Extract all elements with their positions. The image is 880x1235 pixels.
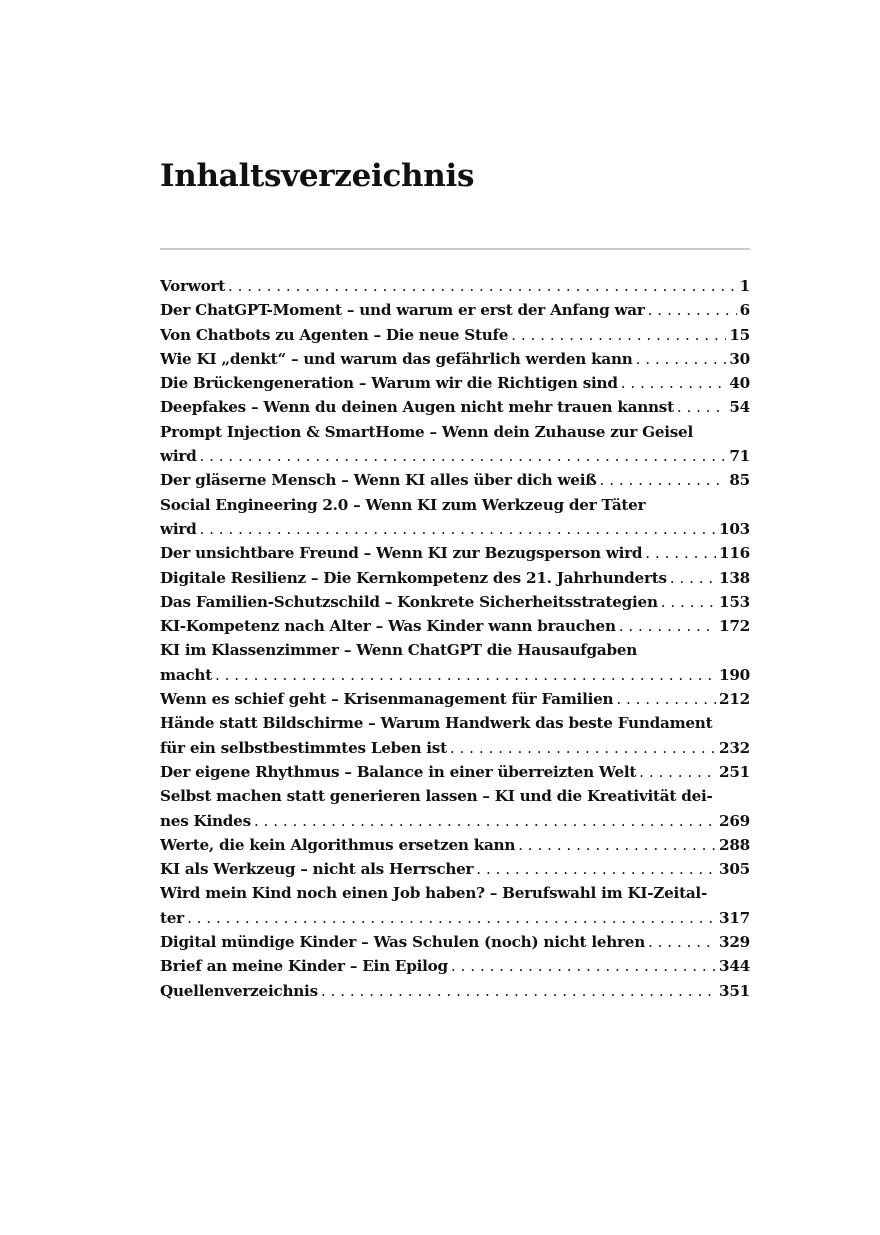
dot-leader [648, 930, 716, 954]
toc-entry-title: Wird mein Kind noch einen Job haben? – Berufswahl im KI-Zeital- [160, 884, 708, 903]
toc-entry-title: Digitale Resilienz – Die Kernkompetenz des 21. Jahrhunderts [160, 568, 667, 587]
toc-entry[interactable] [160, 857, 750, 881]
dot-leader [254, 809, 716, 833]
toc-entry[interactable] [160, 760, 750, 784]
toc-page-number: 344 [719, 957, 750, 976]
dot-leader [600, 468, 727, 492]
toc-page-number: 269 [719, 811, 750, 830]
toc-entry[interactable] [160, 420, 750, 469]
toc-entry-line-wrapped [160, 420, 750, 444]
toc-entry-line [160, 371, 750, 395]
toc-entry-line [160, 954, 750, 978]
dot-leader [511, 323, 726, 347]
toc-entry-line [160, 541, 750, 565]
toc-entry-title: macht [160, 665, 212, 684]
toc-page-number: 103 [719, 519, 750, 538]
toc-entry-line [160, 274, 750, 298]
toc-page-number: 85 [729, 471, 750, 490]
dot-leader [616, 687, 716, 711]
dot-leader [199, 444, 726, 468]
toc-page-number: 6 [739, 301, 750, 320]
dot-leader [621, 371, 727, 395]
dot-leader [619, 614, 716, 638]
toc-entry-line-wrapped [160, 711, 750, 735]
dot-leader [187, 906, 716, 930]
toc-page-number: 212 [719, 690, 750, 709]
toc-entry-title: Hände statt Bildschirme – Warum Handwerk das beste Fundament [160, 714, 713, 733]
toc-entry-title: KI im Klassenzimmer – Wenn ChatGPT die Hausaufgaben [160, 641, 638, 660]
toc-page-number: 190 [719, 665, 750, 684]
toc-entry[interactable] [160, 298, 750, 322]
toc-page-number: 288 [719, 835, 750, 854]
toc-entry-title: wird [160, 447, 197, 466]
toc-entry-title: KI als Werkzeug – nicht als Herrscher [160, 860, 474, 879]
toc-entry-title: Von Chatbots zu Agenten – Die neue Stufe [160, 325, 509, 344]
toc-entry-title: Prompt Injection & SmartHome – Wenn dein Zuhause zur Geisel [160, 422, 693, 441]
toc-page-number: 305 [719, 860, 750, 879]
toc-entry-title: Quellenverzeichnis [160, 981, 318, 1000]
toc-entry-title: Der ChatGPT-Moment – und warum er erst der Anfang war [160, 301, 645, 320]
dot-leader [670, 566, 716, 590]
toc-page-number: 251 [719, 762, 750, 781]
toc-page-number: 317 [719, 908, 750, 927]
toc-entry-line [160, 444, 750, 468]
toc-entry[interactable] [160, 590, 750, 614]
toc-entry-line [160, 809, 750, 833]
toc-entry[interactable] [160, 493, 750, 542]
toc-entry-line [160, 468, 750, 492]
dot-leader [661, 590, 716, 614]
toc-entry[interactable] [160, 881, 750, 930]
toc-page-number: 30 [729, 349, 750, 368]
toc-entry[interactable] [160, 979, 750, 1003]
toc-entry[interactable] [160, 371, 750, 395]
title-divider [160, 248, 750, 250]
toc-entry-line [160, 347, 750, 371]
dot-leader [476, 857, 716, 881]
toc-entry-title: Selbst machen statt generieren lassen – KI und die Kreativität dei- [160, 787, 713, 806]
toc-entry-title: Digital mündige Kinder – Was Schulen (noch) nicht lehren [160, 933, 645, 952]
toc-entry[interactable] [160, 347, 750, 371]
toc-entry-line [160, 906, 750, 930]
toc-entry-title: Der unsichtbare Freund – Wenn KI zur Bezugsperson wird [160, 544, 643, 563]
toc-entry-title: ter [160, 908, 184, 927]
toc-entry[interactable] [160, 468, 750, 492]
dot-leader [648, 298, 737, 322]
page-title: Inhaltsverzeichnis [160, 158, 475, 194]
toc-page-number: 15 [729, 325, 750, 344]
toc-entry-line [160, 395, 750, 419]
toc-entry-title: Deepfakes – Wenn du deinen Augen nicht mehr trauen kannst [160, 398, 674, 417]
toc-entry-line [160, 736, 750, 760]
dot-leader [451, 954, 716, 978]
dot-leader [199, 517, 716, 541]
toc-entry-line [160, 857, 750, 881]
toc-page-number: 153 [719, 592, 750, 611]
dot-leader [518, 833, 716, 857]
dot-leader [636, 347, 727, 371]
toc-entry-line [160, 760, 750, 784]
toc-entry-title: wird [160, 519, 197, 538]
table-of-contents [160, 274, 750, 1003]
toc-entry-title: Vorwort [160, 277, 225, 295]
toc-entry-line-wrapped [160, 784, 750, 808]
dot-leader [215, 663, 716, 687]
toc-entry-line [160, 687, 750, 711]
toc-page-number: 138 [719, 568, 750, 587]
toc-entry[interactable] [160, 833, 750, 857]
toc-entry[interactable] [160, 541, 750, 565]
toc-entry[interactable] [160, 638, 750, 687]
toc-entry-title: nes Kindes [160, 811, 251, 830]
dot-leader [321, 979, 716, 1003]
toc-page-number: 1 [739, 277, 750, 295]
toc-entry-title: Social Engineering 2.0 – Wenn KI zum Werkzeug der Täter [160, 495, 646, 514]
toc-entry-title: für ein selbstbestimmtes Leben ist [160, 738, 447, 757]
toc-entry[interactable] [160, 930, 750, 954]
toc-entry-line [160, 323, 750, 347]
toc-entry[interactable] [160, 784, 750, 833]
toc-entry-line [160, 614, 750, 638]
toc-entry[interactable] [160, 566, 750, 590]
toc-entry-line [160, 566, 750, 590]
toc-entry[interactable] [160, 711, 750, 760]
toc-entry-title: KI-Kompetenz nach Alter – Was Kinder wann brauchen [160, 617, 616, 636]
toc-entry-title: Wenn es schief geht – Krisenmanagement für Familien [160, 690, 614, 709]
dot-leader [450, 736, 716, 760]
dot-leader [645, 541, 716, 565]
dot-leader [228, 274, 737, 298]
toc-page-number: 71 [729, 447, 750, 466]
toc-entry[interactable] [160, 954, 750, 978]
toc-entry-line [160, 979, 750, 1003]
toc-entry[interactable] [160, 687, 750, 711]
toc-page-number: 116 [719, 544, 750, 563]
toc-entry-line-wrapped [160, 493, 750, 517]
toc-entry-title: Das Familien-Schutzschild – Konkrete Sicherheitsstrategien [160, 592, 658, 611]
toc-page-number: 351 [719, 981, 750, 1000]
toc-entry-line-wrapped [160, 881, 750, 905]
toc-entry-line [160, 833, 750, 857]
toc-entry[interactable] [160, 614, 750, 638]
toc-page-number: 329 [719, 933, 750, 952]
toc-entry-title: Werte, die kein Algorithmus ersetzen kann [160, 835, 516, 854]
toc-entry-line [160, 930, 750, 954]
toc-entry-line [160, 298, 750, 322]
toc-page-number: 232 [719, 738, 750, 757]
toc-entry-title: Die Brückengeneration – Warum wir die Richtigen sind [160, 374, 618, 393]
toc-entry-title: Wie KI „denkt“ – und warum das gefährlich werden kann [160, 349, 633, 368]
toc-entry-title: Brief an meine Kinder – Ein Epilog [160, 957, 448, 976]
toc-page-number: 54 [729, 398, 750, 417]
toc-page-number: 172 [719, 617, 750, 636]
toc-entry-line [160, 590, 750, 614]
toc-entry-title: Der eigene Rhythmus – Balance in einer überreizten Welt [160, 762, 637, 781]
dot-leader [639, 760, 716, 784]
toc-entry[interactable] [160, 274, 750, 298]
toc-entry-line [160, 663, 750, 687]
toc-entry[interactable] [160, 395, 750, 419]
toc-page-number: 40 [729, 374, 750, 393]
toc-entry-line [160, 517, 750, 541]
dot-leader [677, 395, 727, 419]
toc-entry[interactable] [160, 323, 750, 347]
toc-entry-line-wrapped [160, 638, 750, 662]
toc-entry-title: Der gläserne Mensch – Wenn KI alles über dich weiß [160, 471, 597, 490]
